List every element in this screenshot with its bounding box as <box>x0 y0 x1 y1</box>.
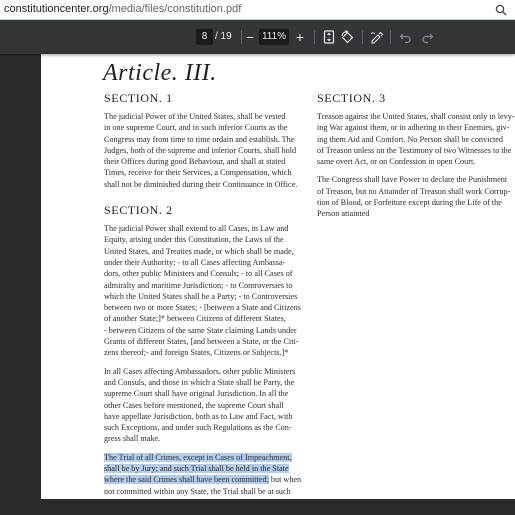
text-line: other Cases before mentioned, the supreme Court shall <box>104 400 284 410</box>
left-column <box>104 91 304 515</box>
zoom-level-input[interactable]: 111% <box>259 29 289 45</box>
pdf-page[interactable] <box>41 54 515 507</box>
url-path: /media/files/constitution.pdf <box>108 3 242 15</box>
text-line: tion of Blood, or Forfeiture except during the Life of the <box>317 198 502 208</box>
text-line: supreme Court shall have original Jurisdiction. In all the <box>104 389 289 399</box>
section-3-paragraph-2 <box>317 174 513 219</box>
text-line: shall not be diminished during their Continuance in Office. <box>104 179 298 189</box>
text-line: same overt Act, or on Confession in open Court. <box>317 157 476 167</box>
text-line: Congress may from time to time ordain and establish. The <box>104 134 295 144</box>
url-text[interactable] <box>4 3 241 15</box>
section-2-paragraph-1 <box>104 223 304 359</box>
text-line: ing War against them, or in adhering to their Enemies, giv- <box>317 123 510 133</box>
text-line: The judicial Power shall extend to all Cases, in Law and <box>104 224 289 234</box>
section-3-paragraph-1 <box>317 111 513 167</box>
toolbar-divider <box>314 30 315 44</box>
text-line: The Congress shall have Power to declare the Punishment <box>317 175 508 185</box>
text-line: In all Cases affecting Ambassadors, other public Ministers <box>104 366 296 376</box>
viewer-margin <box>0 54 41 499</box>
section-1-heading: SECTION. 1 <box>104 91 173 105</box>
text-line: have appellate Jurisdiction, both as to Law and Fact, with <box>104 411 293 421</box>
zoom-in-button[interactable]: + <box>295 29 305 45</box>
text-line: and Consuls, and those in which a State shall be Party, the <box>104 377 295 387</box>
pdf-viewer[interactable] <box>0 54 515 507</box>
section-3-heading: SECTION. 3 <box>317 91 386 105</box>
address-bar[interactable] <box>0 0 515 20</box>
text-line: of Treason unless on the Testimony of two Witnesses to the <box>317 145 512 155</box>
rotate-icon[interactable] <box>338 28 356 46</box>
text-line: of Treason, but no Attainder of Treason shall work Corrup- <box>317 186 511 196</box>
text-line: between two or more States; - [between a State and Citizens <box>104 303 301 313</box>
text-line: dors, other public Ministers and Consuls; - to all Cases of <box>104 269 293 279</box>
text-line: such Exceptions, and under such Regulations as the Con- <box>104 423 292 433</box>
section-2-heading: SECTION. 2 <box>104 203 173 218</box>
text-line: Treason against the United States, shall consist only in levy- <box>317 112 515 121</box>
zoom-out-button[interactable]: − <box>245 29 255 45</box>
selected-text[interactable]: The Trial of all Crimes, except in Cases of Impeachment, <box>104 452 292 462</box>
text-line: Place or Places as the Congress may by Law have directed. <box>104 497 298 507</box>
selected-text[interactable]: shall be by Jury; and such Trial shall be held in the State <box>104 464 289 474</box>
redo-icon[interactable] <box>418 28 436 46</box>
undo-icon[interactable] <box>396 28 414 46</box>
text-line: which the United States shall be a Party; - to Controversies <box>104 291 298 301</box>
text-line: gress shall make. <box>104 434 161 444</box>
text-line: admiralty and maritime Jurisdiction; - to Controversies to <box>104 280 293 290</box>
section-2-paragraph-2 <box>104 366 304 445</box>
text-line: Times, receive for their Services, a Compensation, which <box>104 168 292 178</box>
section-2-paragraph-3 <box>104 452 304 508</box>
right-column <box>317 91 513 227</box>
text-line: not committed within any State, the Trial shall be at such <box>104 486 291 496</box>
page-number-input[interactable]: 8 <box>196 29 213 45</box>
text-line: under their Authority; - to all Cases affecting Ambassa- <box>104 257 286 267</box>
text-line <box>104 452 304 463</box>
section-1-paragraph <box>104 111 304 190</box>
zoom-magnifier-icon[interactable] <box>493 2 509 18</box>
text-line: Grants of different States, [and between a State, or the Citi- <box>104 337 299 347</box>
text-line: United States, and Treaties made, or which shall be made, <box>104 246 294 256</box>
text-line: Equity, arising under this Constitution, the Laws of the <box>104 235 284 245</box>
text-line <box>104 463 304 474</box>
url-host: constitutioncenter.org <box>4 3 109 15</box>
article-title: Article. III. <box>103 60 217 86</box>
page-count: / 19 <box>215 31 232 42</box>
text-fragment: but when <box>268 475 302 485</box>
text-line: - between Citizens of the same State claiming Lands under <box>104 325 297 335</box>
annotate-pen-icon[interactable] <box>368 28 386 46</box>
toolbar-divider <box>362 30 363 44</box>
text-line: zens thereof;- and foreign States, Citizens or Subjects.]* <box>104 348 289 358</box>
text-line <box>104 474 304 485</box>
text-line: ing them Aid and Comfort. No Person shall be convicted <box>317 134 504 144</box>
fit-page-icon[interactable] <box>320 28 338 46</box>
text-line: of another State;]* between Citizens of different States, <box>104 314 286 324</box>
toolbar-divider <box>390 30 391 44</box>
text-line: their Offices during good Behaviour, and shall at stated <box>104 157 286 167</box>
text-line: Judges, both of the supreme and inferior Courts, shall hold <box>104 145 297 155</box>
selected-text[interactable]: where the said Crimes shall have been committed; <box>104 475 269 485</box>
text-line: The judicial Power of the United States, shall be vested <box>104 112 286 121</box>
text-line: in one supreme Court, and in such inferior Courts as the <box>104 123 288 133</box>
pdf-toolbar <box>0 20 515 54</box>
text-line: Person attainted <box>317 209 370 219</box>
